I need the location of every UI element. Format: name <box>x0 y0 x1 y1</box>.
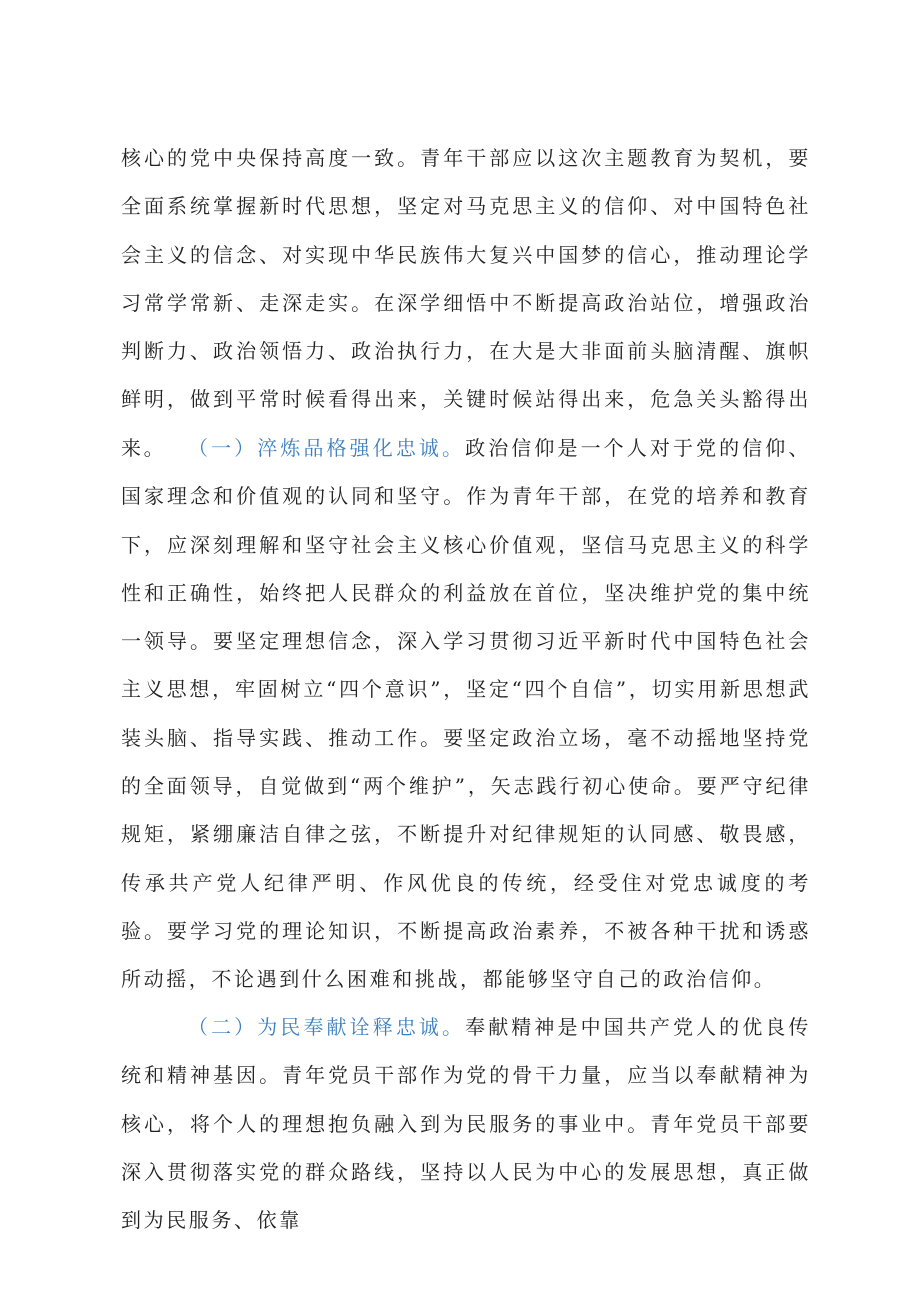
section-one-heading: （一）淬炼品格强化忠诚。 <box>188 436 466 460</box>
section-two-body: 奉献精神是中国共产党人的优良传统和精神基因。青年党员干部作为党的骨干力量，应当以奉献精神为核心，将个人的理想抱负融入到为民服务的事业中。青年党员干部要深入贯彻落实党的群众路线，坚持以人民为中心的发展思想，真正做到为民服务、依靠 <box>121 1015 811 1233</box>
section-one-body: 政治信仰是一个人对于党的信仰、国家理念和价值观的认同和坚守。作为青年干部，在党的培养和教育下，应深刻理解和坚守社会主义核心价值观，坚信马克思主义的科学性和正确性，始终把人民群众的利益放在首位，坚决维护党的集中统一领导。要坚定理想信念，深入学习贯彻习近平新时代中国特色社会主义思想，牢固树立“四个意识”，坚定“四个自信”，切实用新思想武装头脑、指导实践、推动工作。要坚定政治立场，毫不动摇地坚持党的全面领导，自觉做到“两个维护”，矢志践行初心使命。要严守纪律规矩，紧绷廉洁自律之弦，不断提升对纪律规矩的认同感、敬畏感，传承共产党人纪律严明、作风优良的传统，经受住对党忠诚度的考验。要学习党的理论知识，不断提高政治素养，不被各种干扰和诱惑所动摇，不论遇到什么困难和挑战，都能够坚守自己的政治信仰。 <box>121 436 811 992</box>
paragraph-continuation <box>121 134 811 472</box>
section-one-paragraph <box>121 424 811 1004</box>
section-two <box>121 1003 811 1244</box>
section-two-paragraph <box>121 1003 811 1244</box>
section-one <box>121 424 811 1004</box>
paragraph-body: 核心的党中央保持高度一致。青年干部应以这次主题教育为契机，要全面系统掌握新时代思想，坚定对马克思主义的信仰、对中国特色社会主义的信念、对实现中华民族伟大复兴中国梦的信心，推动理论学习常学常新、走深走实。在深学细悟中不断提高政治站位，增强政治判断力、政治领悟力、政治执行力，在大是大非面前头脑清醒、旗帜鲜明，做到平常时候看得出来，关键时候站得出来，危急关头豁得出来。 <box>121 146 811 460</box>
section-two-heading: （二）为民奉献诠释忠诚。 <box>188 1015 466 1039</box>
